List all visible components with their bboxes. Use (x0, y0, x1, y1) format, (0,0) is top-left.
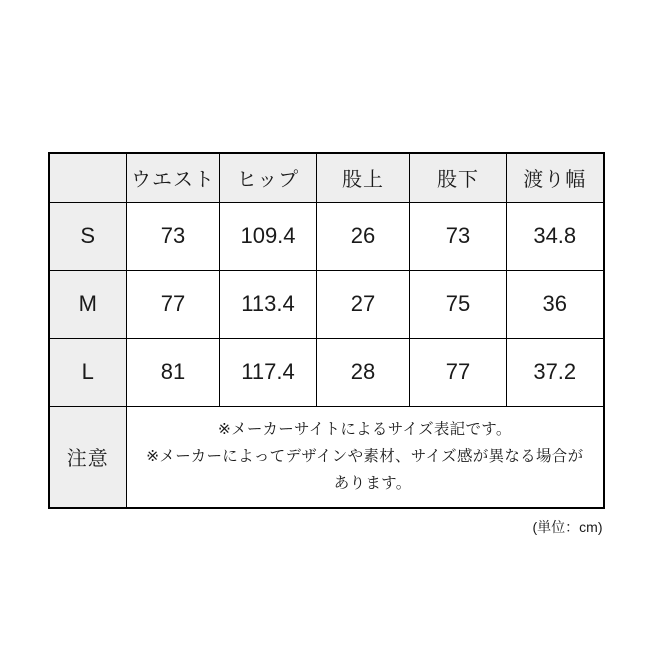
cell-l-rise: 28 (317, 338, 410, 406)
cell-l-waist: 81 (127, 338, 220, 406)
header-cell-thigh-width: 渡り幅 (507, 153, 604, 202)
header-cell-inseam: 股下 (410, 153, 507, 202)
table-row-size-m (49, 270, 604, 338)
note-line-1: ※メーカーサイトによるサイズ表記です。 (217, 421, 512, 439)
header-cell-empty (49, 153, 127, 202)
row-label-l: L (49, 338, 127, 406)
cell-m-waist: 77 (127, 270, 220, 338)
row-label-s: S (49, 202, 127, 270)
cell-m-inseam: 75 (410, 270, 507, 338)
cell-m-hip: 113.4 (220, 270, 317, 338)
note-label: 注意 (49, 406, 127, 508)
cell-m-thigh-width: 36 (507, 270, 604, 338)
cell-s-inseam: 73 (410, 202, 507, 270)
note-row (49, 406, 604, 508)
cell-l-hip: 117.4 (220, 338, 317, 406)
note-cell (127, 406, 604, 508)
cell-s-thigh-width: 34.8 (507, 202, 604, 270)
row-label-m: M (49, 270, 127, 338)
header-cell-hip: ヒップ (220, 153, 317, 202)
cell-l-thigh-width: 37.2 (507, 338, 604, 406)
note-line-2: ※メーカーによってデザインや素材、サイズ感が異なる場合が (146, 448, 584, 466)
note-line-3: あります。 (317, 475, 412, 493)
header-row (49, 153, 604, 202)
cell-m-rise: 27 (317, 270, 410, 338)
header-cell-waist: ウエスト (127, 153, 220, 202)
unit-label: (単位：cm) (532, 519, 603, 535)
cell-l-inseam: 77 (410, 338, 507, 406)
size-chart-wrapper (48, 152, 603, 509)
cell-s-rise: 26 (317, 202, 410, 270)
size-chart-table (48, 152, 605, 509)
table-row-size-l (49, 338, 604, 406)
table-row-size-s (49, 202, 604, 270)
cell-s-waist: 73 (127, 202, 220, 270)
cell-s-hip: 109.4 (220, 202, 317, 270)
header-cell-rise: 股上 (317, 153, 410, 202)
